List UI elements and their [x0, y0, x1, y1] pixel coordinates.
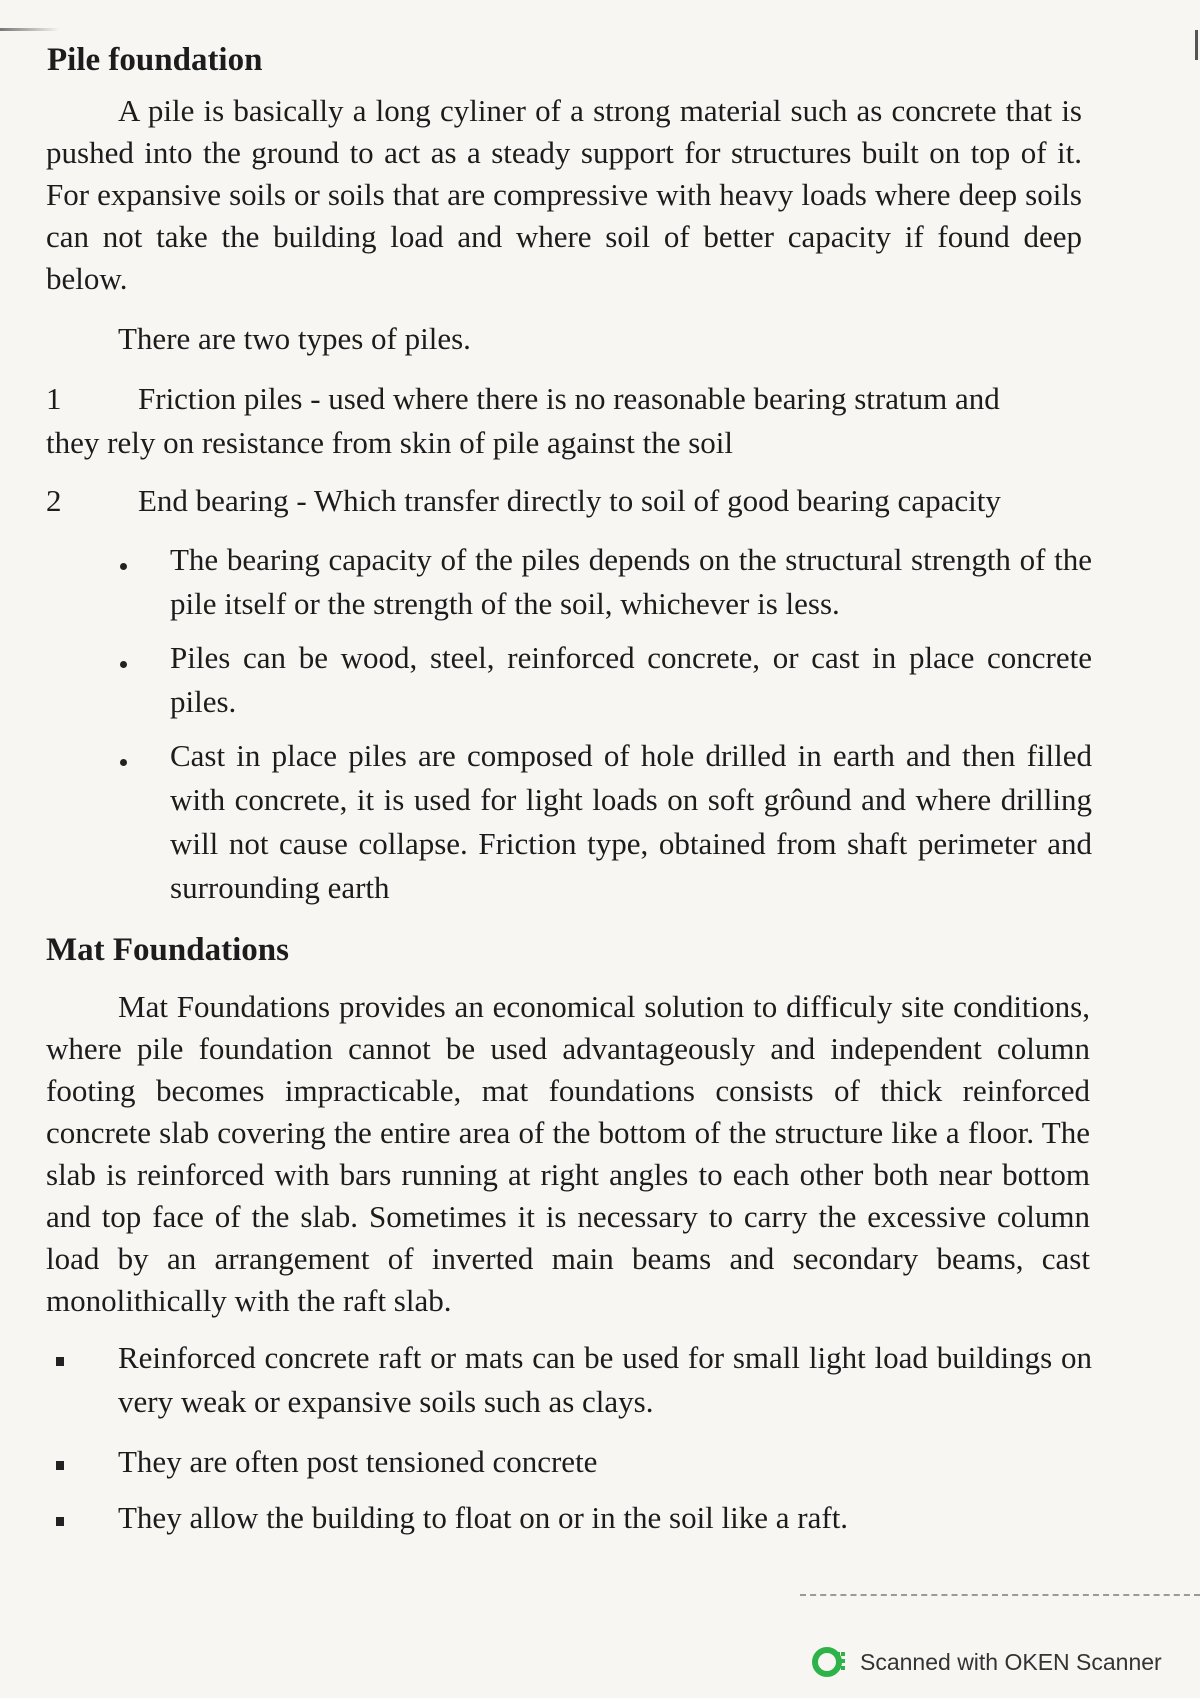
pile-type-continuation: they rely on resistance from skin of pile against the soil	[46, 425, 733, 460]
pile-type-text: Friction piles - used where there is no reasonable bearing stratum and	[138, 381, 1000, 416]
bullet-square-icon	[56, 1517, 64, 1526]
bullet-dot-icon	[120, 563, 127, 570]
pile-type-number: 1	[46, 381, 62, 416]
bullet-square-icon	[56, 1357, 64, 1366]
bullet-square-icon	[56, 1461, 64, 1470]
scanner-watermark-text: Scanned with OKEN Scanner	[860, 1648, 1162, 1675]
pile-bullet-item	[120, 636, 1092, 724]
scanner-watermark	[810, 1642, 1162, 1682]
pile-type-item-1	[46, 378, 1096, 420]
mat-bullet-text: They allow the building to float on or in the soil like a raft.	[118, 1500, 849, 1535]
pile-bullet-text: Piles can be wood, steel, reinforced concrete, or cast in place concrete piles.	[170, 640, 1092, 719]
mat-bullet-item	[56, 1496, 1092, 1540]
scan-edge-mark	[1195, 30, 1198, 60]
mat-foundations-heading: Mat Foundations	[46, 932, 289, 968]
mat-bullet-text: Reinforced concrete raft or mats can be used for small light load buildings on very weak or expansive soils such as clays.	[118, 1340, 1092, 1419]
pile-type-number: 2	[46, 483, 62, 518]
mat-bullet-text: They are often post tensioned concrete	[118, 1444, 598, 1479]
pile-foundation-heading: Pile foundation	[47, 42, 263, 78]
mat-bullet-item	[56, 1440, 1092, 1484]
pile-bullet-item	[120, 538, 1092, 626]
bullet-dot-icon	[120, 759, 127, 766]
pile-bullet-text: Cast in place piles are composed of hole drilled in earth and then filled with concrete, it is used for light loads on soft grôund and where drilling will not cause collapse. Friction type, obtained from shaft perimeter and surrounding earth	[170, 738, 1092, 905]
mat-bullet-item	[56, 1336, 1092, 1424]
pile-type-text: End bearing - Which transfer directly to soil of good bearing capacity	[138, 483, 1001, 518]
pile-bullet-item	[120, 734, 1092, 910]
bullet-dot-icon	[120, 661, 127, 668]
pile-types-intro: There are two types of piles.	[118, 321, 471, 356]
scan-edge-shadow	[0, 28, 60, 31]
pile-intro-paragraph: A pile is basically a long cyliner of a strong material such as concrete that is pushed into the ground to act as a steady support for structures built on top of it. For expansive soils or soils that are compressive with heavy loads where deep soils can not take the building load and where soil of better capacity if found deep below.	[46, 93, 1082, 296]
page-bottom-rule	[800, 1594, 1200, 1596]
mat-intro-paragraph: Mat Foundations provides an economical solution to difficuly site conditions, where pile foundation cannot be used advantageously and independent column footing becomes impracticable, mat foundations consists of thick reinforced concrete slab covering the entire area of the bottom of the structure like a floor. The slab is reinforced with bars running at right angles to each other both near bottom and top face of the slab. Sometimes it is necessary to carry the excessive column load by an arrangement of inverted main beams and secondary beams, cast monolithically with the raft slab.	[46, 989, 1090, 1318]
pile-type-item-2	[46, 480, 1096, 522]
pile-bullet-text: The bearing capacity of the piles depends on the structural strength of the pile itself or the strength of the soil, whichever is less.	[170, 542, 1092, 621]
oken-scanner-logo-icon	[810, 1642, 850, 1682]
